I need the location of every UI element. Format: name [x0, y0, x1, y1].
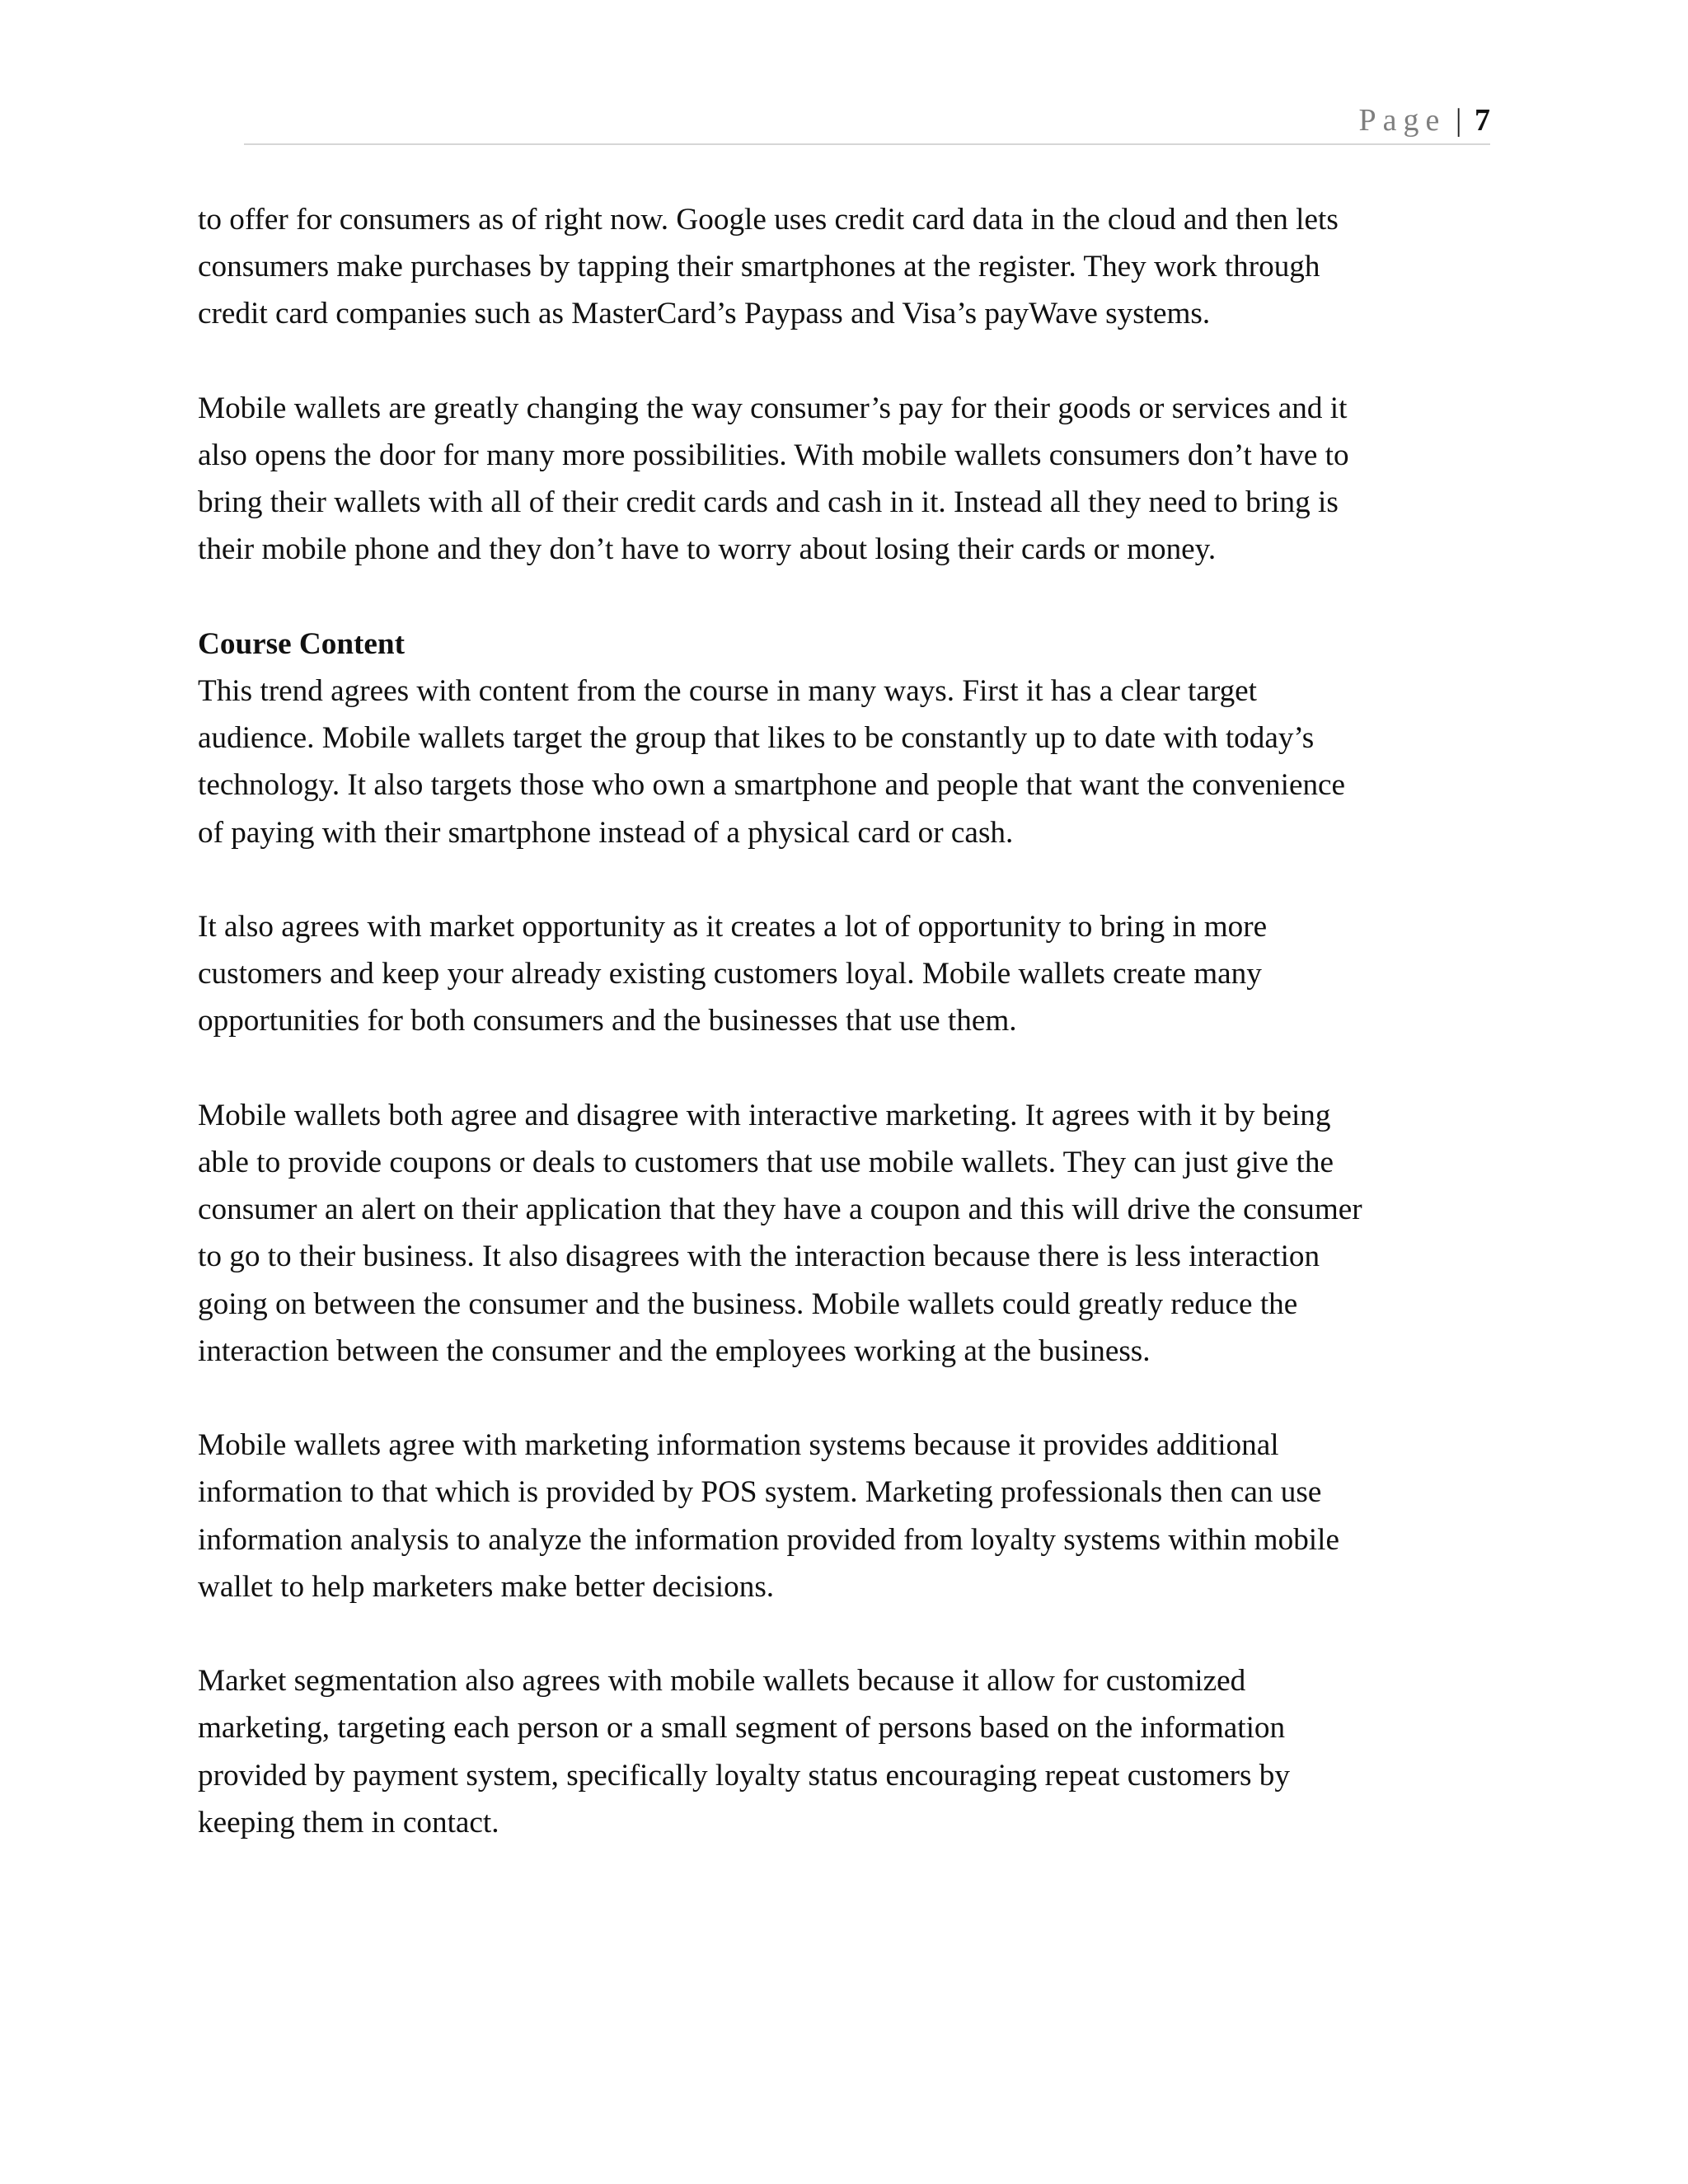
text-line: customers and keep your already existing customers loyal. Mobile wallets create many	[198, 957, 1262, 991]
text-line: audience. Mobile wallets target the group that likes to be constantly up to date with today’s	[198, 721, 1315, 756]
text-line: bring their wallets with all of their credit cards and cash in it. Instead all they need to bring is	[198, 485, 1339, 520]
paragraph	[198, 1092, 1500, 1375]
text-line: technology. It also targets those who own a smartphone and people that want the convenience	[198, 768, 1346, 803]
text-line: This trend agrees with content from the course in many ways. First it has a clear target	[198, 674, 1258, 708]
paragraph	[198, 196, 1500, 338]
text-line: Mobile wallets both agree and disagree with interactive marketing. It agrees with it by being	[198, 1098, 1331, 1132]
text-line: provided by payment system, specifically loyalty status encouraging repeat customers by	[198, 1758, 1290, 1793]
text-line: information to that which is provided by POS system. Marketing professionals then can use	[198, 1475, 1322, 1510]
document-body	[198, 196, 1500, 1893]
text-line: Market segmentation also agrees with mobile wallets because it allow for customized	[198, 1664, 1246, 1699]
text-line: opportunities for both consumers and the businesses that use them.	[198, 1004, 1017, 1038]
page-number: 7	[1475, 103, 1490, 138]
page-label: Page	[1358, 103, 1447, 138]
text-line: It also agrees with market opportunity as it creates a lot of opportunity to bring in more	[198, 910, 1268, 944]
paragraph	[198, 621, 1500, 856]
paragraph	[198, 903, 1500, 1045]
page-separator: |	[1455, 103, 1462, 138]
text-line: Mobile wallets agree with marketing information systems because it provides additional	[198, 1428, 1279, 1463]
text-line: to offer for consumers as of right now. Google uses credit card data in the cloud and then lets	[198, 203, 1339, 237]
section-heading: Course Content	[198, 626, 405, 661]
paragraph	[198, 1422, 1500, 1610]
text-line: also opens the door for many more possibilities. With mobile wallets consumers don’t have to	[198, 438, 1349, 472]
text-line: their mobile phone and they don’t have to worry about losing their cards or money.	[198, 532, 1217, 567]
text-line: consumer an alert on their application that they have a coupon and this will drive the consumer	[198, 1193, 1362, 1227]
text-line: consumers make purchases by tapping their smartphones at the register. They work through	[198, 250, 1320, 284]
text-line: interaction between the consumer and the employees working at the business.	[198, 1333, 1151, 1368]
text-line: information analysis to analyze the information provided from loyalty systems within mobile	[198, 1522, 1339, 1557]
text-line: wallet to help marketers make better decisions.	[198, 1569, 775, 1604]
text-line: going on between the consumer and the business. Mobile wallets could greatly reduce the	[198, 1286, 1298, 1321]
page-header	[244, 97, 1490, 145]
text-line: to go to their business. It also disagrees with the interaction because there is less interaction	[198, 1240, 1320, 1274]
paragraph	[198, 1657, 1500, 1846]
text-line: able to provide coupons or deals to customers that use mobile wallets. They can just give the	[198, 1146, 1334, 1179]
text-line: marketing, targeting each person or a small segment of persons based on the information	[198, 1711, 1286, 1746]
text-line: credit card companies such as MasterCard’s Paypass and Visa’s payWave systems.	[198, 297, 1211, 331]
text-line: Mobile wallets are greatly changing the way consumer’s pay for their goods or services and it	[198, 391, 1348, 425]
text-line: of paying with their smartphone instead of a physical card or cash.	[198, 815, 1014, 850]
paragraph	[198, 385, 1500, 574]
text-line: keeping them in contact.	[198, 1805, 499, 1840]
